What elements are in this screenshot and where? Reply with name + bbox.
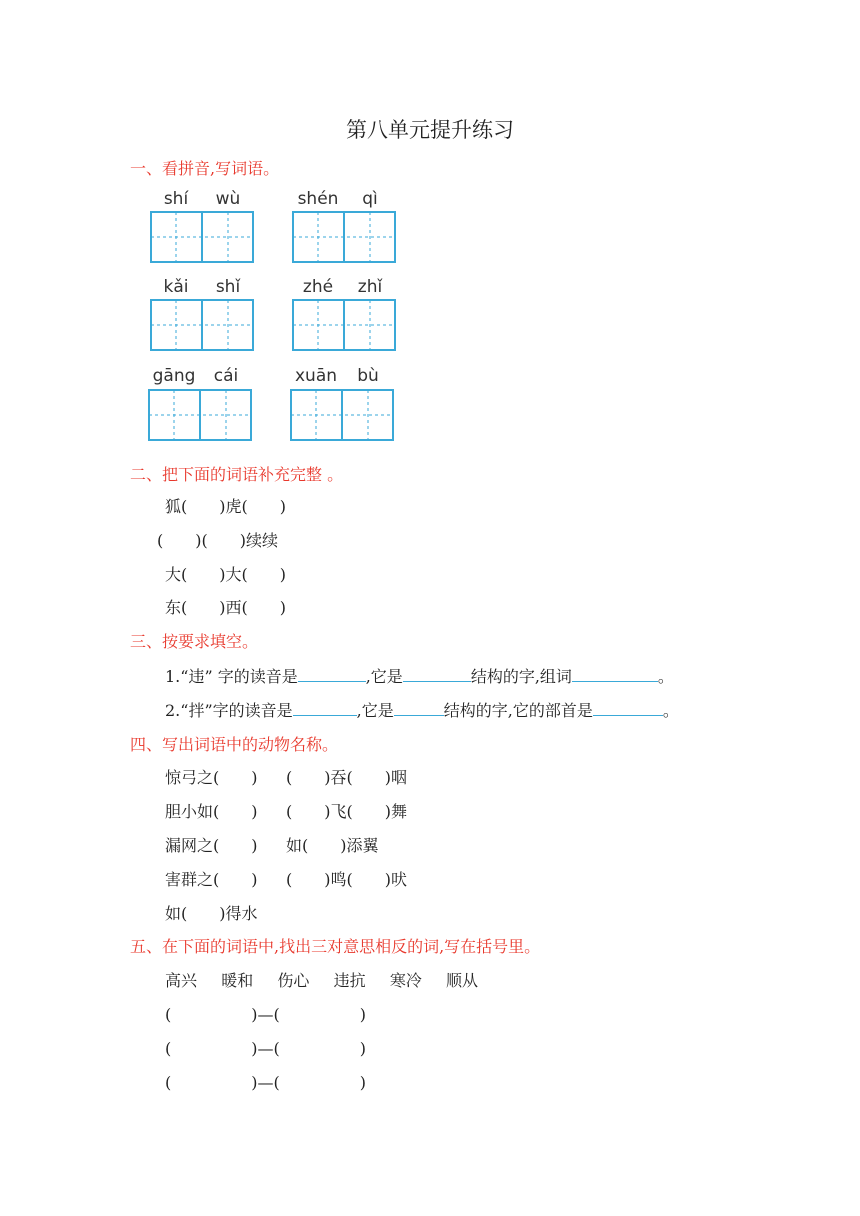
writing-grid[interactable] <box>148 389 252 441</box>
question-1-text-d: 。 <box>657 667 674 686</box>
writing-grid[interactable] <box>290 389 394 441</box>
section3-heading: 三、按要求填空。 <box>130 632 259 651</box>
animal-idiom-right[interactable]: ( )飞( )舞 <box>286 802 407 821</box>
question-1 <box>165 664 674 687</box>
question-1-text-a: 1.“违” 字的读音是 <box>165 667 298 686</box>
answer-blank[interactable] <box>593 699 663 716</box>
answer-blank[interactable] <box>403 665 471 682</box>
word-bank-item: 伤心 <box>277 971 310 990</box>
animal-idiom-left[interactable]: 害群之( ) <box>165 870 258 889</box>
antonym-pair-line[interactable]: ( )—( ) <box>165 1005 366 1024</box>
animal-idiom-right[interactable]: ( )吞( )咽 <box>286 768 407 787</box>
antonym-pair-line[interactable]: ( )—( ) <box>165 1039 366 1058</box>
animal-idiom-left[interactable]: 如( )得水 <box>165 904 258 923</box>
answer-blank[interactable] <box>394 699 444 716</box>
answer-blank[interactable] <box>298 665 366 682</box>
animal-idiom-left[interactable]: 惊弓之( ) <box>165 768 258 787</box>
question-1-text-c: 结构的字,组词 <box>470 667 572 686</box>
word-bank-item: 寒冷 <box>389 971 422 990</box>
pinyin: zhǐ <box>357 277 383 297</box>
pinyin: gāng <box>152 366 196 386</box>
animal-idiom-left[interactable]: 漏网之( ) <box>165 836 258 855</box>
question-2-text-b: ,它是 <box>356 701 394 720</box>
pinyin: wù <box>215 189 241 209</box>
idiom-fill-line[interactable]: 狐( )虎( ) <box>165 497 286 516</box>
pinyin: xuān <box>294 366 338 386</box>
question-1-text-b: ,它是 <box>365 667 403 686</box>
section1-heading: 一、看拼音,写词语。 <box>130 159 280 178</box>
answer-blank[interactable] <box>572 665 658 682</box>
pinyin: shén <box>297 189 339 209</box>
word-bank-item: 高兴 <box>165 971 198 990</box>
writing-grid[interactable] <box>292 299 396 351</box>
section2-heading: 二、把下面的词语补充完整 。 <box>130 465 344 484</box>
word-bank <box>165 968 478 991</box>
section5-heading: 五、在下面的词语中,找出三对意思相反的词,写在括号里。 <box>130 937 541 956</box>
animal-idiom-right[interactable]: 如( )添翼 <box>286 836 379 855</box>
pinyin: shí <box>163 189 189 209</box>
pinyin: shǐ <box>215 277 241 297</box>
pinyin: kǎi <box>163 277 189 297</box>
pinyin: zhé <box>302 277 334 297</box>
word-bank-item: 暖和 <box>221 971 254 990</box>
writing-grid[interactable] <box>150 299 254 351</box>
pinyin: cái <box>213 366 239 386</box>
animal-idiom-left[interactable]: 胆小如( ) <box>165 802 258 821</box>
section4-heading: 四、写出词语中的动物名称。 <box>130 735 339 754</box>
idiom-fill-line[interactable]: ( )( )续续 <box>157 531 278 550</box>
pinyin: qì <box>362 189 378 209</box>
animal-idiom-right[interactable]: ( )鸣( )吠 <box>286 870 407 889</box>
writing-grid[interactable] <box>292 211 396 263</box>
question-2-text-c: 结构的字,它的部首是 <box>443 701 593 720</box>
answer-blank[interactable] <box>293 699 357 716</box>
idiom-fill-line[interactable]: 大( )大( ) <box>165 565 286 584</box>
idiom-fill-line[interactable]: 东( )西( ) <box>165 598 286 617</box>
antonym-pair-line[interactable]: ( )—( ) <box>165 1073 366 1092</box>
word-bank-item: 顺从 <box>446 971 479 990</box>
question-2-text-d: 。 <box>662 701 679 720</box>
word-bank-item: 违抗 <box>333 971 366 990</box>
question-2 <box>165 698 679 721</box>
page-title: 第八单元提升练习 <box>346 118 514 142</box>
writing-grid[interactable] <box>150 211 254 263</box>
question-2-text-a: 2.“拌”字的读音是 <box>165 701 293 720</box>
pinyin: bù <box>357 366 379 386</box>
